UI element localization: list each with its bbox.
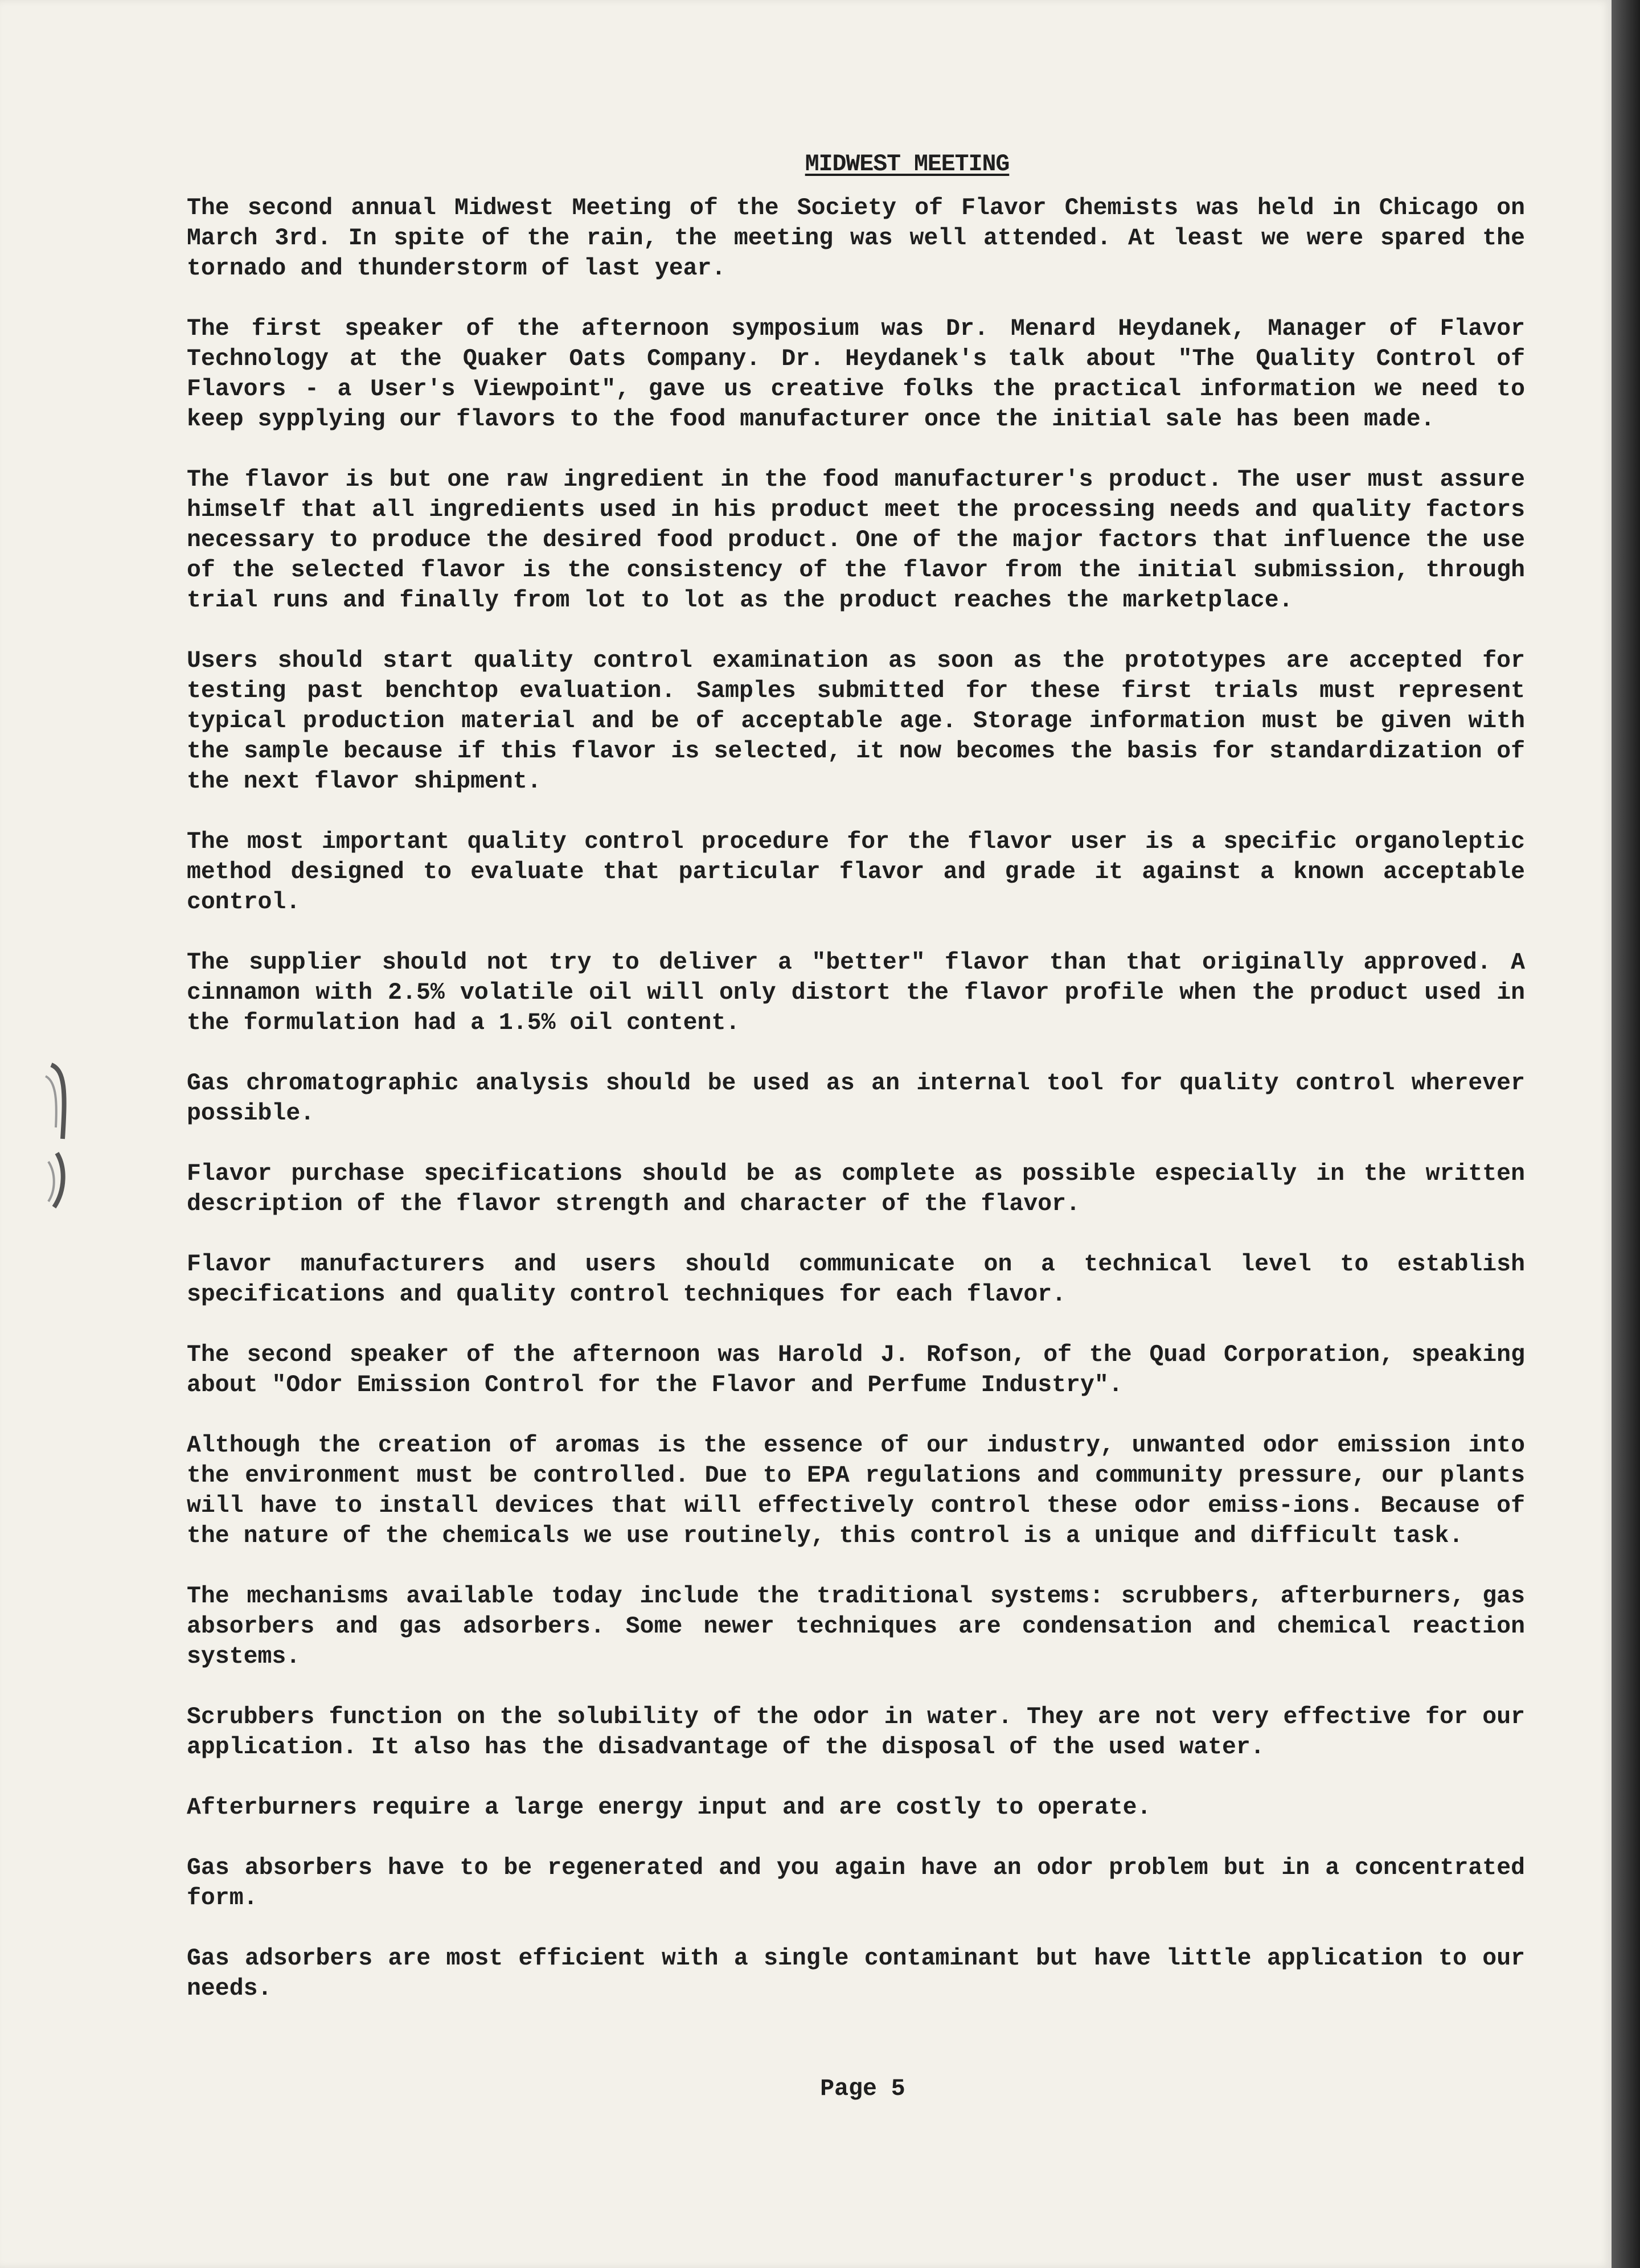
paragraph-3: The flavor is but one raw ingredient in the food manufacturer's product. The user must assure himself that all ingredients used in his product meet the processing needs and quality factors necessary to produce the desired food product. One of the major factors that influence the use of the selected flavor is the consistency of the flavor from the initial submission, through trial runs and finally from lot to lot as the product reaches the marketplace. [187, 466, 1525, 614]
paragraph-12: The mechanisms available today include the traditional systems: scrubbers, afterburners, gas absorbers and gas adsorbers. Some newer techniques are condensation and chemical reaction systems. [187, 1583, 1525, 1670]
binding-clip-lower-icon [40, 1150, 74, 1213]
paragraph-7: Gas chromatographic analysis should be used as an internal tool for quality control wherever possible. [187, 1070, 1525, 1127]
paragraph-6: The supplier should not try to deliver a "better" flavor than that originally approved. A cinnamon with 2.5% volatile oil will only distort the flavor profile when the product used in the formulation had a 1.5% oil content. [187, 949, 1525, 1036]
paragraph-5: The most important quality control procedure for the flavor user is a specific organoleptic method designed to evaluate that particular flavor and grade it against a known acceptable control. [187, 829, 1525, 916]
binding-clip-upper-icon [40, 1059, 74, 1145]
paragraph-13: Scrubbers function on the solubility of the odor in water. They are not very effective for our application. It also has the disadvantage of the disposal of the used water. [187, 1704, 1525, 1761]
page-number: Page 5 [820, 2076, 905, 2102]
paragraph-9: Flavor manufacturers and users should communicate on a technical level to establish specifications and quality control techniques for each flavor. [187, 1251, 1525, 1308]
paragraph-4: Users should start quality control examination as soon as the prototypes are accepted for testing past benchtop evaluation. Samples submitted for these first trials must represent typical production material and be of acceptable age. Storage information must be given with the sample because if this flavor is selected, it now becomes the basis for standardization of the next flavor shipment. [187, 647, 1525, 795]
document-body [187, 149, 1525, 2034]
paragraph-8: Flavor purchase specifications should be as complete as possible especially in the written description of the flavor strength and character of the flavor. [187, 1160, 1525, 1217]
paragraph-14: Afterburners require a large energy input and are costly to operate. [187, 1794, 1151, 1821]
paragraph-16: Gas adsorbers are most efficient with a single contaminant but have little application to our needs. [187, 1945, 1525, 2002]
document-heading: MIDWEST MEETING [805, 151, 1010, 178]
paragraph-10: The second speaker of the afternoon was Harold J. Rofson, of the Quad Corporation, speaking about "Odor Emission Control for the Flavor and Perfume Industry". [187, 1342, 1525, 1398]
paragraph-1: The second annual Midwest Meeting of the Society of Flavor Chemists was held in Chicago on March 3rd. In spite of the rain, the meeting was well attended. At least we were spared the tornado and thunderstorm of last year. [187, 195, 1525, 282]
paragraph-11: Although the creation of aromas is the essence of our industry, unwanted odor emission into the environment must be controlled. Due to EPA regulations and community pressure, our plants will have to install devices that will effectively control these odor emiss-ions. Because of the nature of the chemicals we use routinely, this control is a unique and difficult task. [187, 1432, 1525, 1549]
paragraph-15: Gas absorbers have to be regenerated and you again have an odor problem but in a concentrated form. [187, 1855, 1525, 1912]
paragraph-2: The first speaker of the afternoon symposium was Dr. Menard Heydanek, Manager of Flavor Technology at the Quaker Oats Company. Dr. Heydanek's talk about "The Quality Control of Flavors - a User's Viewpoint", gave us creative folks the practical information we need to keep sypplying our flavors to the food manufacturer once the initial sale has been made. [187, 315, 1525, 433]
page-edge-shadow [1612, 0, 1640, 2268]
